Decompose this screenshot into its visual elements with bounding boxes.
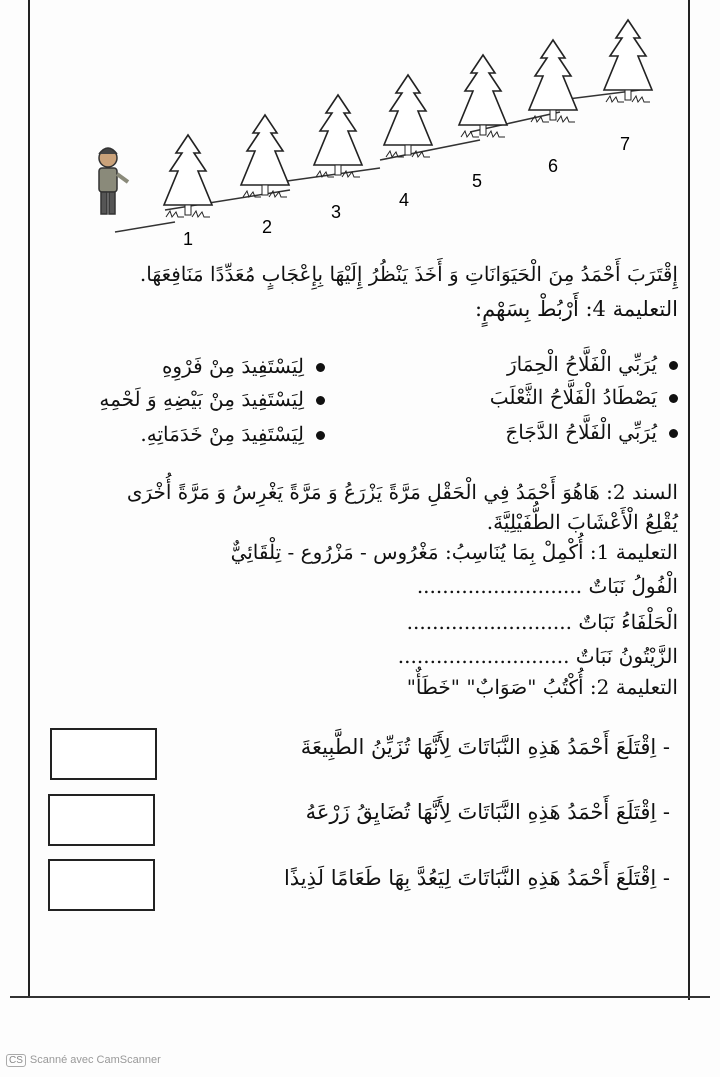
tree-icon — [164, 135, 212, 217]
answer-box-3[interactable] — [48, 859, 155, 911]
tree-icon — [529, 40, 577, 122]
match-left-item-2[interactable]: يَصْطَادُ الْفَلَّاحُ الثَّعْلَبَ — [490, 385, 678, 409]
intro-paragraph: إِقْتَرَبَ أَحْمَدُ مِنَ الْحَيَوَانَاتِ وَ أَخَذَ يَنْظُرُ إِلَيْهَا بِإِعْجَابٍ مُعَدِّدًا مَنَافِعَهَا. — [139, 262, 678, 286]
sanad2-line1: السند 2: هَاهُوَ أَحْمَدُ فِي الْحَقْلِ مَرَّةً يَزْرَعُ وَ مَرَّةً يَغْرِسُ وَ مَرَّةً أُخْرَى — [126, 480, 678, 504]
tree-icon — [459, 55, 507, 137]
match-right-item-3[interactable]: لِيَسْتَفِيدَ مِنْ خَدَمَاتِهِ. — [140, 422, 325, 446]
answer-box-1[interactable] — [50, 728, 157, 780]
instruction4-title: التعليمة 4: أَرْبُطْ بِسَهْمٍ: — [475, 297, 678, 321]
answer-box-2[interactable] — [48, 794, 155, 846]
statement-3: - اِقْتَلَعَ أَحْمَدُ هَذِهِ النَّبَاتَاتَ لِيَعُدَّ بِهَا طَعَامًا لَذِيذًا — [283, 866, 670, 890]
instruction1-title: التعليمة 1: أُكْمِلْ بِمَا يُنَاسِبُ: مَغْرُوس - مَزْرُوع - تِلْقَائِيٌّ — [230, 540, 678, 564]
tree-icon — [604, 20, 652, 102]
tree-number-7: 7 — [620, 134, 631, 154]
match-left-item-1[interactable]: يُرَبِّي الْفَلَّاحُ الْحِمَارَ — [507, 352, 678, 376]
statement-1: - اِقْتَلَعَ أَحْمَدُ هَذِهِ النَّبَاتَاتَ لِأَنَّهَا تُزَيِّنُ الطَّبِيعَةَ — [300, 735, 670, 759]
fill-line-1[interactable]: الْفُولُ نَبَاتٌ .......................... — [416, 574, 678, 598]
bullet-icon — [669, 429, 678, 438]
scanner-footer — [6, 1054, 161, 1067]
tree-number-1: 1 — [183, 229, 194, 249]
scanner-text: Scanné avec CamScanner — [29, 1054, 161, 1066]
tree-number-2: 2 — [262, 217, 273, 237]
instruction2-title: التعليمة 2: أُكْتُبُ "صَوَابٌ" "خَطَأٌ" — [406, 675, 678, 699]
tree-icon — [314, 95, 362, 177]
tree-number-6: 6 — [548, 156, 559, 176]
page-border-bottom — [10, 996, 710, 998]
tree-number-3: 3 — [331, 202, 342, 222]
tree-number-4: 4 — [399, 190, 410, 210]
trees-scene-illustration — [0, 0, 720, 260]
bullet-icon — [669, 361, 678, 370]
tree-icons — [164, 20, 652, 217]
bullet-icon — [316, 431, 325, 440]
fill-line-3[interactable]: الزَّيْتُونُ نَبَاتٌ ........................... — [397, 644, 678, 668]
boy-figure — [99, 148, 128, 214]
tree-number-5: 5 — [472, 171, 483, 191]
tree-icon — [241, 115, 289, 197]
bullet-icon — [669, 394, 678, 403]
match-right-item-2[interactable]: لِيَسْتَفِيدَ مِنْ بَيْضِهِ وَ لَحْمِهِ — [99, 387, 325, 411]
camscanner-logo-icon: CS — [6, 1054, 26, 1067]
tree-icon — [384, 75, 432, 157]
statement-2: - اِقْتَلَعَ أَحْمَدُ هَذِهِ النَّبَاتَاتَ لِأَنَّهَا تُضَايِقُ زَرْعَهُ — [305, 800, 670, 824]
match-left-item-3[interactable]: يُرَبِّي الْفَلَّاحُ الدَّجَاجَ — [505, 420, 678, 444]
sanad2-line2: يُقْلِعُ الْأَعْشَابَ الطُّفَيْلِيَّةَ. — [486, 510, 678, 534]
bullet-icon — [316, 396, 325, 405]
fill-line-2[interactable]: الْحَلْفَاءُ نَبَاتٌ .......................... — [406, 610, 678, 634]
bullet-icon — [316, 363, 325, 372]
match-right-item-1[interactable]: لِيَسْتَفِيدَ مِنْ فَرْوِهِ — [162, 354, 325, 378]
